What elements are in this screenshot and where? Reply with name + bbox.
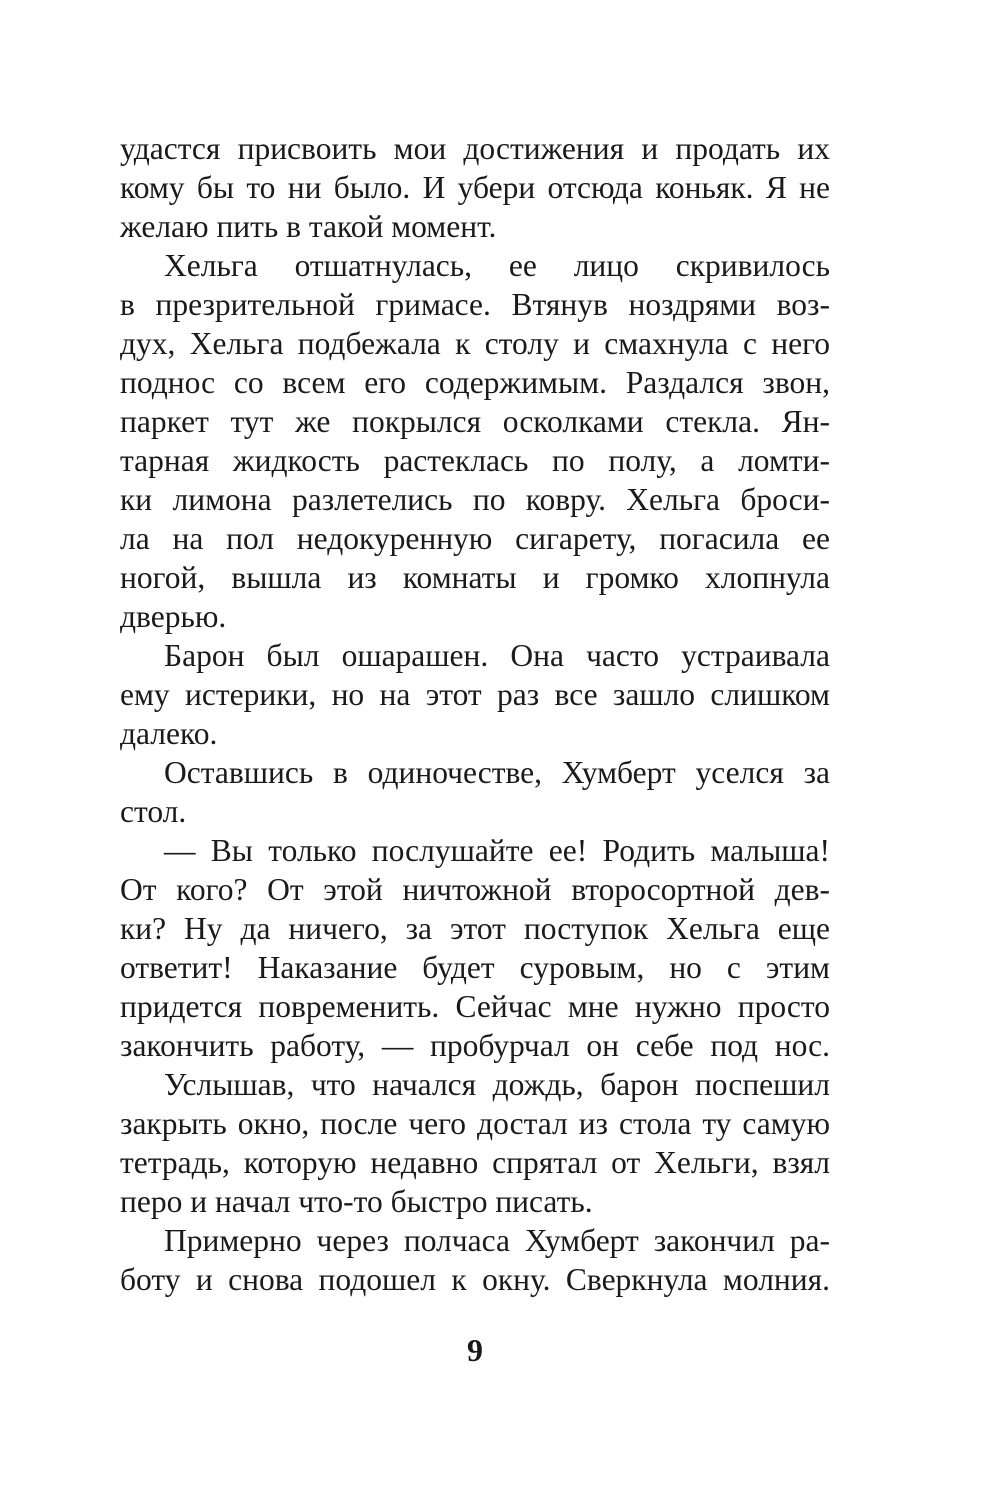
text-line: — Вы только послушайте ее! Родить малыша! — [164, 833, 830, 868]
text-line: Примерно через полчаса Хумберт закончил ра- — [164, 1223, 830, 1258]
paragraph-2 — [120, 246, 830, 636]
text-line: тетрадь, которую недавно спрятал от Хельги, взял — [120, 1145, 830, 1180]
text-line: боту и снова подошел к окну. Сверкнула молния. — [120, 1262, 830, 1297]
text-line: ему истерики, но на этот раз все зашло слишком — [120, 677, 830, 712]
text-line: закончить работу, — пробурчал он себе под нос. — [120, 1028, 830, 1063]
page-number: 9 — [467, 1332, 483, 1368]
text-line: ногой, вышла из комнаты и громко хлопнула — [120, 560, 830, 595]
text-line: перо и начал что-то быстро писать. — [120, 1184, 593, 1219]
text-line: дух, Хельга подбежала к столу и смахнула с него — [120, 326, 830, 361]
text-line: желаю пить в такой момент. — [120, 209, 497, 244]
text-line: кому бы то ни было. И убери отсюда коньяк. Я не — [120, 170, 830, 205]
text-line: ки лимона разлетелись по ковру. Хельга броси- — [120, 482, 830, 517]
text-line: придется повременить. Сейчас мне нужно просто — [120, 989, 830, 1024]
text-line: закрыть окно, после чего достал из стола ту самую — [120, 1106, 830, 1141]
paragraph-6 — [120, 1065, 830, 1221]
text-line: дверью. — [120, 599, 227, 634]
text-line: От кого? От этой ничтожной второсортной дев- — [120, 872, 830, 907]
paragraph-1 — [120, 129, 830, 246]
paragraph-3 — [120, 636, 830, 753]
text-line: удастся присвоить мои достижения и продать их — [120, 131, 830, 166]
paragraph-7 — [120, 1221, 830, 1299]
paragraph-5 — [120, 831, 830, 1065]
text-line: далеко. — [120, 716, 218, 751]
text-line: ла на пол недокуренную сигарету, погасила ее — [120, 521, 830, 556]
text-line: в презрительной гримасе. Втянув ноздрями воз- — [120, 287, 830, 322]
text-line: стол. — [120, 794, 187, 829]
text-line: Услышав, что начался дождь, барон поспешил — [164, 1067, 830, 1102]
text-line: Оставшись в одиночестве, Хумберт уселся за — [164, 755, 830, 790]
paragraph-4 — [120, 753, 830, 831]
text-line: тарная жидкость растеклась по полу, а ломти- — [120, 443, 830, 478]
text-line: Хельга отшатнулась, ее лицо скривилось — [164, 248, 830, 283]
text-line: ответит! Наказание будет суровым, но с этим — [120, 950, 830, 985]
text-line: паркет тут же покрылся осколками стекла. Ян- — [120, 404, 830, 439]
text-line: ки? Ну да ничего, за этот поступок Хельга еще — [120, 911, 830, 946]
text-line: Барон был ошарашен. Она часто устраивала — [164, 638, 830, 673]
body-text — [120, 129, 830, 1299]
text-line: поднос со всем его содержимым. Раздался звон, — [120, 365, 830, 400]
